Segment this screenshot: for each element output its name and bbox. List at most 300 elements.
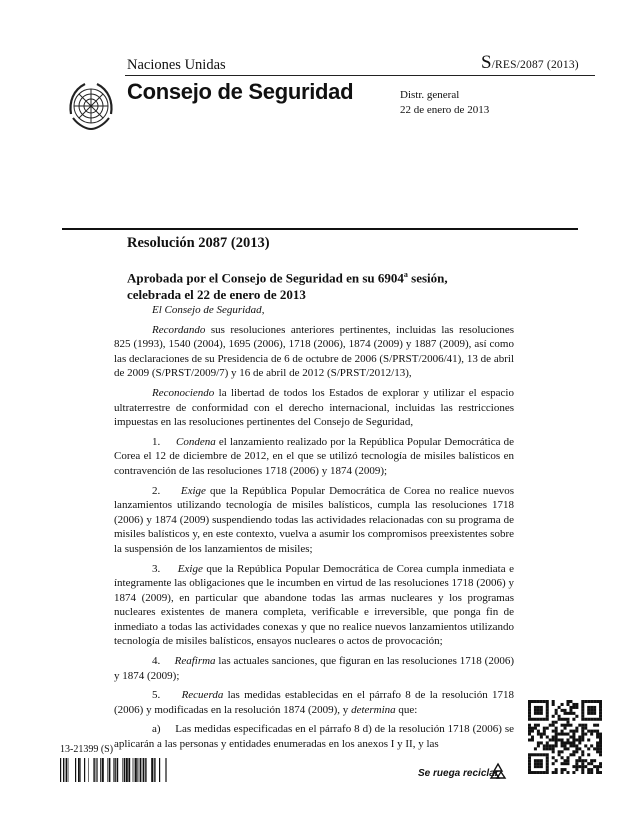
qr-module [537,700,540,703]
qr-module [546,727,549,730]
qr-module [543,747,546,750]
qr-module [584,733,587,736]
qr-module [599,750,602,753]
qr-module [528,703,531,706]
qr-module [552,700,555,703]
qr-module [569,741,572,744]
qr-module [593,747,596,750]
barcode-icon [60,758,172,782]
qr-module [561,733,564,736]
qr-module [599,771,602,774]
qr-module [537,733,540,736]
qr-module [566,718,569,721]
qr-module [578,736,581,739]
qr-module [537,762,540,765]
barcode-bar [102,758,104,782]
qr-module [590,700,593,703]
qr-module [572,736,575,739]
barcode-bar [60,758,61,782]
qr-module [528,700,531,703]
qr-module [543,744,546,747]
operative-paragraph [114,562,514,650]
qr-module [564,733,567,736]
qr-module [561,724,564,727]
qr-module [596,718,599,721]
qr-module [528,709,531,712]
qr-module [584,724,587,727]
paragraph-text: sus resoluciones anteriores pertinentes, incluidas las resoluciones 825 (1993), 1540 (2004), 1695 (2006), 1718 (2006), 1874 (2009) y 1887 (2009), así como las declaraciones de su Presidencia de 6 de octubre de 2006 (S/PRST/2006/41), 13 de abril de 2009 (S/PRST/2009/7) y 16 de abril de 2012 (S/PRST/2012/13), [114,323,514,380]
paragraph-number: 1. [152,435,161,448]
qr-module [561,703,564,706]
qr-module [587,712,590,715]
sub-paragraph [114,722,514,751]
qr-module [596,768,599,771]
qr-module [572,733,575,736]
qr-module [572,718,575,721]
qr-module [561,768,564,771]
qr-module [575,762,578,765]
qr-module [540,771,543,774]
qr-module [575,750,578,753]
qr-module [590,768,593,771]
qr-module [564,712,567,715]
adoption-line1: Aprobada por el Consejo de Seguridad en su 6904 [127,270,404,286]
barcode-bar [154,758,155,782]
qr-module [531,700,534,703]
qr-module [531,771,534,774]
qr-module [572,750,575,753]
qr-module [569,753,572,756]
document-number: 13-21399 (S) [60,744,114,755]
barcode-bar [135,758,137,782]
qr-module [543,727,546,730]
qr-module [528,762,531,765]
qr-module [566,771,569,774]
qr-module [593,712,596,715]
qr-module [599,765,602,768]
qr-module [555,709,558,712]
qr-module [596,771,599,774]
qr-module [546,762,549,765]
qr-module [581,736,584,739]
barcode-bar [133,758,134,782]
qr-module [528,730,531,733]
qr-module [590,730,593,733]
preamble-paragraph [114,386,514,430]
qr-module [581,715,584,718]
barcode-bar [134,758,135,782]
qr-module [575,759,578,762]
qr-module [578,765,581,768]
operative-paragraph [114,435,514,479]
operative-verb: Condena [175,435,216,448]
qr-module [534,762,537,765]
qr-module [558,718,561,721]
qr-module [581,718,584,721]
qr-module [531,753,534,756]
qr-module [575,747,578,750]
qr-module [572,706,575,709]
qr-module [587,768,590,771]
operative-verb: Recuerda [181,689,224,702]
qr-module [587,730,590,733]
qr-module [596,733,599,736]
qr-module [564,718,567,721]
qr-module [528,738,531,741]
qr-module [558,753,561,756]
qr-module [584,765,587,768]
un-emblem-icon [63,78,119,134]
qr-module [528,771,531,774]
qr-module [540,718,543,721]
qr-module [534,771,537,774]
qr-module [587,753,590,756]
qr-module [578,756,581,759]
qr-module [581,724,584,727]
qr-module [581,733,584,736]
qr-module [540,741,543,744]
qr-module [540,712,543,715]
qr-module [546,703,549,706]
barcode-bar [166,758,167,782]
qr-module [546,759,549,762]
qr-module [555,712,558,715]
adoption-line1-end: sesión, [407,270,448,286]
paragraph-number: a) [152,723,161,736]
qr-module [537,759,540,762]
qr-module [581,706,584,709]
qr-module [540,762,543,765]
paragraph-text: el lanzamiento realizado por la República Popular Democrática de Corea el 12 de diciembre de 2012, en el que se utilizó tecnología de misiles balísticos en contravención de las resoluciones 1718 (2006) y 1874 (2009); [114,435,515,477]
barcode-bar [140,758,141,782]
qr-module [552,736,555,739]
qr-module [587,762,590,765]
qr-module [552,730,555,733]
symbol-prefix: S [481,52,492,73]
qr-module [534,759,537,762]
qr-module [537,724,540,727]
qr-module [566,741,569,744]
header-rule [125,75,595,76]
preamble-paragraph [114,323,514,381]
qr-module [569,730,572,733]
qr-module [537,765,540,768]
qr-module [537,741,540,744]
qr-module [540,736,543,739]
qr-module [572,712,575,715]
qr-module [537,744,540,747]
ordinal-sup: a [403,270,408,279]
qr-module [575,738,578,741]
qr-module [564,747,567,750]
barcode-bar [151,758,153,782]
qr-module [537,753,540,756]
barcode-bar [142,758,143,782]
barcode-bar [128,758,130,782]
qr-module [575,727,578,730]
qr-module [581,700,584,703]
barcode-bar [75,758,76,782]
adoption-statement [127,266,487,303]
qr-module [540,700,543,703]
qr-module [546,709,549,712]
qr-module [528,768,531,771]
qr-module [599,706,602,709]
barcode-bar [100,758,101,782]
symbol-rest: /RES/2087 (2013) [491,59,579,71]
qr-module [581,765,584,768]
qr-module [599,736,602,739]
qr-module [572,765,575,768]
qr-module [590,706,593,709]
operative-verb: Exige [177,562,203,575]
paragraph-number: 4. [152,655,161,668]
qr-module [596,741,599,744]
qr-module [540,753,543,756]
qr-module [558,715,561,718]
qr-module [590,733,593,736]
barcode-bar [113,758,114,782]
qr-module [569,736,572,739]
paragraph-number: 2. [152,484,161,497]
paragraph-text: que: [395,703,418,716]
qr-module [590,709,593,712]
barcode-bar [143,758,144,782]
barcode-bar [159,758,160,782]
qr-module [569,712,572,715]
qr-module [561,741,564,744]
qr-module [581,768,584,771]
qr-module [558,733,561,736]
distribution-label: Distr. general [400,89,460,101]
barcode-bar [137,758,138,782]
qr-module [555,768,558,771]
qr-module [537,771,540,774]
operative-paragraph [114,688,514,717]
qr-module [575,765,578,768]
barcode-bar [96,758,97,782]
qr-module [599,747,602,750]
qr-module [584,744,587,747]
qr-module [593,765,596,768]
barcode-bar [84,758,85,782]
operative-verb: Reafirma [174,655,216,668]
qr-module [537,730,540,733]
qr-module [534,700,537,703]
qr-module [581,727,584,730]
qr-module [534,724,537,727]
qr-module [590,744,593,747]
qr-module [546,753,549,756]
qr-module [552,744,555,747]
qr-module [528,727,531,730]
qr-module [599,762,602,765]
qr-module [590,718,593,721]
barcode-bar [107,758,108,782]
qr-module [528,759,531,762]
barcode-bar [122,758,123,782]
operative-verb: Recordando [152,323,206,336]
qr-module [531,730,534,733]
qr-module [546,771,549,774]
distribution-block [400,88,489,118]
qr-module [593,759,596,762]
qr-module [596,750,599,753]
paragraph-number: 3. [152,562,161,575]
qr-module [561,718,564,721]
qr-module [596,765,599,768]
qr-module [599,738,602,741]
qr-module [561,750,564,753]
barcode-bar [124,758,126,782]
qr-module [566,738,569,741]
qr-module [540,759,543,762]
qr-module [561,744,564,747]
qr-module [528,718,531,721]
operative-verb: Exige [180,484,206,497]
qr-module [564,762,567,765]
qr-module [552,721,555,724]
qr-module [566,724,569,727]
qr-module [581,771,584,774]
qr-module [546,765,549,768]
qr-module [581,730,584,733]
title-rule [62,228,578,230]
qr-module [578,747,581,750]
qr-module [599,703,602,706]
qr-module [581,759,584,762]
qr-module [555,736,558,739]
qr-module [590,712,593,715]
barcode-bar [80,758,81,782]
qr-module [578,741,581,744]
paragraph-text: las actuales sanciones, que figuran en las resoluciones 1718 (2006) y 1874 (2009); [114,655,514,682]
qr-module [543,771,546,774]
qr-module [546,741,549,744]
issue-date: 22 de enero de 2013 [400,104,490,116]
qr-module [531,727,534,730]
qr-module [528,712,531,715]
qr-module [575,715,578,718]
qr-module [528,724,531,727]
qr-module [546,768,549,771]
qr-module [552,756,555,759]
paragraph-text: las medidas establecidas en el párrafo 8 de la resolución 1718 (2006) y modificadas en la resolución 1874 (2009), y [114,689,514,716]
qr-module [596,747,599,750]
operative-paragraph [114,654,514,683]
qr-module [599,709,602,712]
qr-module [581,753,584,756]
qr-module [578,724,581,727]
qr-module [581,709,584,712]
qr-module [572,744,575,747]
barcode-bar [78,758,80,782]
qr-module [566,712,569,715]
qr-module [564,759,567,762]
qr-module [578,738,581,741]
qr-module [599,718,602,721]
barcode-bar [66,758,67,782]
qr-module [566,721,569,724]
qr-module [599,753,602,756]
qr-module [543,700,546,703]
paragraph-text: que la República Popular Democrática de Corea no realice nuevos lanzamientos utilizando tecnología de misiles balísticos, cumpla las resoluciones 1718 (2006) y 1874 (2009) suspendiendo todas las actividades relacionadas con su programa de misiles balísticos y, en este contexto, vuelva a asumir los compromisos preexistentes sobre la suspensión de los lanzamientos de misiles; [114,484,514,555]
qr-module [543,730,546,733]
qr-module [593,724,596,727]
qr-module [552,715,555,718]
qr-module [561,762,564,765]
qr-module [534,753,537,756]
qr-module [555,730,558,733]
qr-module [531,738,534,741]
barcode-bar [145,758,146,782]
qr-module [572,738,575,741]
paragraph-text: que la República Popular Democrática de Corea cumpla inmediata e íntegramente las obligaciones que le incumben en virtud de las resoluciones 1718 (2006) y 1874 (2009), en particular que abandone todas las armas nucleares y los programas nucleares existentes de manera completa, verificable e irreversible, que ponga fin de inmediato a todas las actividades conexas y que no realice nuevos lanzamientos utilizando tecnología de misiles balísticos, ensayos nucleares o actos de provocación; [114,562,514,648]
barcode-bar [146,758,147,782]
barcode-bar [68,758,69,782]
qr-module [575,706,578,709]
qr-module [561,709,564,712]
barcode-bar [155,758,156,782]
qr-module [569,700,572,703]
operative-paragraph [114,484,514,557]
qr-module [569,709,572,712]
qr-module [593,709,596,712]
qr-module [540,709,543,712]
preamble-intro: El Consejo de Seguridad, [152,304,265,316]
qr-module [528,715,531,718]
barcode-bar [126,758,128,782]
qr-module [587,738,590,741]
qr-module [537,709,540,712]
qr-module [543,753,546,756]
qr-module [587,771,590,774]
qr-module [552,738,555,741]
qr-module [546,712,549,715]
qr-module [581,738,584,741]
qr-module [566,747,569,750]
qr-module [546,736,549,739]
qr-module [599,712,602,715]
barcode-bar [165,758,166,782]
qr-module [534,727,537,730]
barcode-bar [109,758,111,782]
qr-module [593,706,596,709]
qr-module [546,747,549,750]
qr-module [555,771,558,774]
recycle-notice: Se ruega reciclar [418,768,499,779]
barcode-bar [115,758,116,782]
qr-module [549,738,552,741]
paragraph-text: Las medidas especificadas en el párrafo 8 d) de la resolución 1718 (2006) se aplicarán a las personas y entidades enumeradas en los anexos I y II, y las [114,723,514,751]
qr-module [566,700,569,703]
qr-module [572,753,575,756]
barcode-bar [88,758,89,782]
qr-module [593,718,596,721]
qr-module [566,703,569,706]
qr-module [555,744,558,747]
qr-module [572,703,575,706]
qr-module [575,703,578,706]
qr-module [555,721,558,724]
qr-module [596,744,599,747]
qr-module [593,700,596,703]
qr-module [552,771,555,774]
paragraph-text: la libertad de todos los Estados de explorar y utilizar el espacio ultraterrestre de conformidad con el derecho internacional, incluidas las restricciones impuestas en las resoluciones pertinentes del Consejo de Seguridad, [114,386,514,429]
resolution-body [114,303,514,757]
qr-module [546,744,549,747]
qr-module [549,747,552,750]
